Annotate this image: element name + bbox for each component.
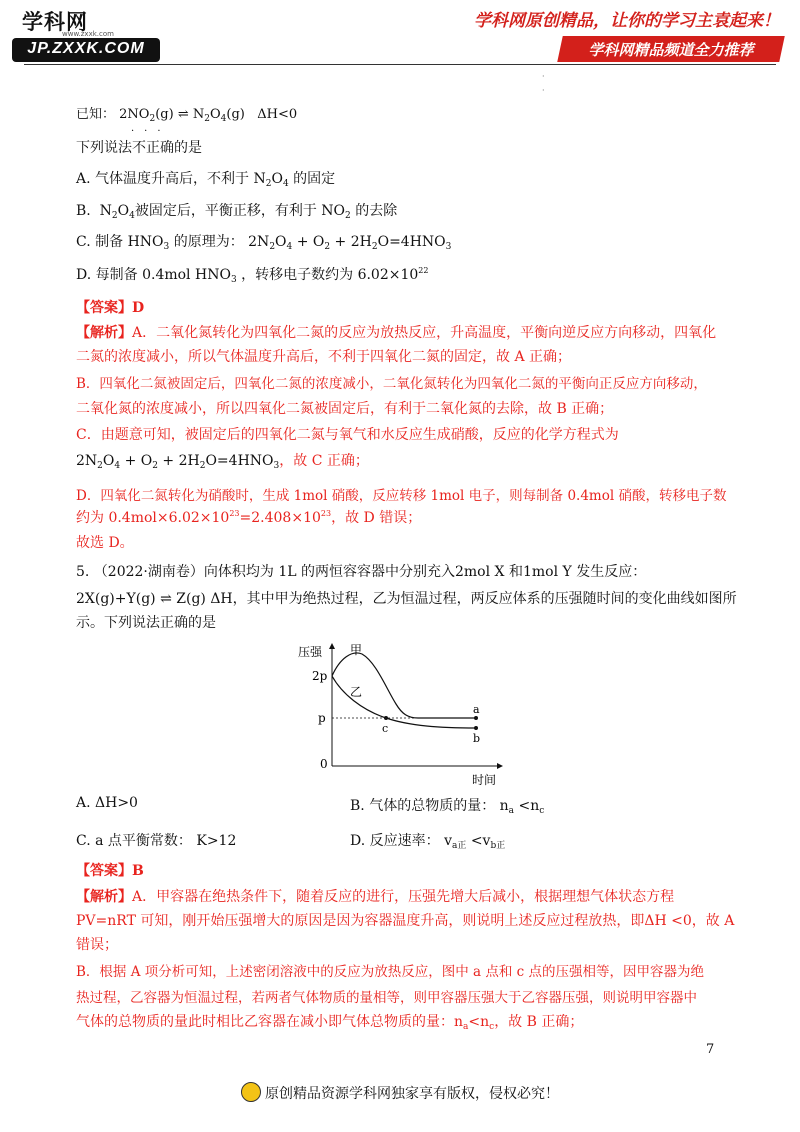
point-b-label: b [473, 732, 481, 745]
point-a [474, 716, 478, 720]
origin-label: 0 [320, 757, 328, 771]
emphasis-dots: ··· [131, 126, 171, 137]
explanation-line: 错误； [76, 937, 118, 953]
tick-p: p [318, 711, 326, 725]
page-number: 7 [706, 1042, 715, 1057]
header-banner: 学科网精品频道全力推荐 [588, 41, 754, 59]
known-equation: 已知： $2NO_2(g)$ ⇌ $N_2O_4(g)$ ΔH<0 [76, 107, 298, 124]
x-axis-label: 时间 [472, 773, 497, 787]
option-a: A. 气体温度升高后，不利于 $N_2O_4$ 的固定 [76, 171, 336, 189]
logo-subtext: www.zxxk.com [62, 30, 114, 38]
option-d: D. 每制备 0.4mol $HNO_3$ ，转移电子数约为 $6.02\times 10^{22}$ [76, 266, 429, 285]
q5-option-b: B. 气体的总物质的量： $n_a <n_c$ [350, 798, 545, 816]
point-c [384, 716, 388, 720]
q5-stem-line: 示。下列说法正确的是 [76, 615, 216, 631]
explanation-line: B．根据 A 项分析可知，上述密闭溶液中的反应为放热反应，图中 a 点和 c 点的压强相等，因甲容器为绝 [76, 964, 705, 980]
mascot-icon [241, 1082, 261, 1102]
answer-label: 【答案】D [76, 300, 145, 316]
q5-option-c: C. a 点平衡常数： K>12 [76, 833, 237, 849]
logo-url[interactable]: JP.ZXXK.COM [27, 40, 145, 57]
question-stem: 下列说法不正确的是 [76, 140, 202, 156]
q5-option-d: D. 反应速率： $v_{a正} <v_{b正}$ [350, 833, 506, 851]
option-c: C. 制备 $HNO_3$ 的原理为： $2N_2O_4 + O_2 + 2H_2O=4HNO_3$ [76, 234, 452, 252]
point-a-label: a [473, 703, 480, 716]
header-divider [24, 64, 776, 65]
explanation-line: $2N_2O_4 + O_2 + 2H_2O=4HNO_3$，故 C 正确； [76, 453, 369, 471]
header-slogan: 学科网原创精品，让你的学习主袁起来！ [474, 11, 780, 31]
y-axis-label: 压强 [298, 645, 323, 659]
footer-copyright: 原创精品资源学科网独家享有版权，侵权必究！ [0, 1082, 800, 1103]
explanation-line: 【解析】A．二氧化氮转化为四氧化二氮的反应为放热反应，升高温度，平衡向逆反应方向移动，四氧化 [76, 325, 717, 341]
q5-option-a: A. ΔH>0 [76, 795, 138, 811]
logo-text: 学科网 [22, 10, 88, 34]
explanation-line: B．四氧化二氮被固定后，四氧化二氮的浓度减小，二氧化氮转化为四氧化二氮的平衡向正反应方向移动， [76, 376, 707, 392]
explanation-line: 故选 D。 [76, 535, 134, 551]
pressure-time-chart [290, 638, 520, 788]
tick-2p: 2p [312, 669, 328, 683]
q5-stem-line: 2X(g)+Y(g) ⇌ Z(g) ΔH，其中甲为绝热过程，乙为恒温过程，两反应体系的压强随时间的变化曲线如图所 [76, 591, 737, 607]
explanation-line: 【解析】A．甲容器在绝热条件下，随着反应的进行，压强先增大后减小，根据理想气体状态方程 [76, 889, 675, 905]
explanation-line: 约为 $0.4mol\times 6.02\times 10^{23}=2.408\times 10^{23}$，故 D 错误； [76, 509, 422, 526]
explanation-line: D．四氧化二氮转化为硝酸时，生成 1mol 硝酸，反应转移 1mol 电子，则每制备 0.4mol 硝酸，转移电子数 [76, 488, 727, 504]
point-c-label: c [382, 722, 389, 735]
q5-stem-line: 5. （2022·湖南卷）向体积均为 1L 的两恒容容器中分别充入2mol X 和1mol Y 发生反应： [76, 564, 647, 580]
option-b: B. $N_2O_4$被固定后，平衡正移，有利于 $NO_2$ 的去除 [76, 203, 398, 221]
explanation-line: C．由题意可知，被固定后的四氧化二氮与氧气和水反应生成硝酸，反应的化学方程式为 [76, 427, 619, 443]
explanation-line: PV=nRT 可知，刚开始压强增大的原因是因为容器温度升高，则说明上述反应过程放热，即ΔH <0，故 A [76, 913, 735, 929]
series-yi-curve [332, 676, 476, 728]
explanation-line: 热过程，乙容器为恒温过程，若两者气体物质的量相等，则甲容器压强大于乙容器压强，则说明甲容器中 [76, 990, 697, 1006]
answer-label: 【答案】B [76, 863, 144, 879]
decor-dot: · [542, 86, 545, 95]
point-b [474, 726, 478, 730]
series-yi-label: 乙 [350, 685, 363, 699]
explanation-line: 二氮的浓度减小，所以气体温度升高后，不利于四氧化二氮的固定，故 A 正确； [76, 349, 572, 365]
series-jia-label: 甲 [350, 643, 363, 657]
explanation-line: 二氧化氮的浓度减小，所以四氧化二氮被固定后，有利于二氧化氮的去除，故 B 正确； [76, 401, 614, 417]
explanation-line: 气体的总物质的量此时相比乙容器在减小即气体总物质的量：$n_a<n_c$，故 B 正确； [76, 1014, 584, 1032]
decor-dot: · [542, 72, 545, 81]
